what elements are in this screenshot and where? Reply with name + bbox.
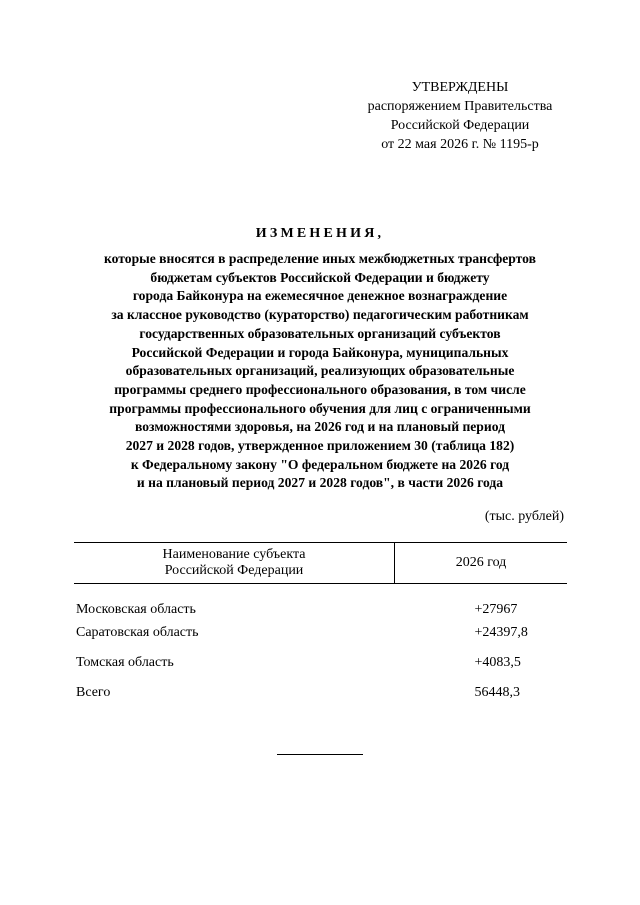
approval-block [330, 78, 590, 154]
row-subject-name: Московская область [76, 602, 196, 617]
column-header-year: 2026 год [395, 543, 568, 584]
row-subject-name: Саратовская область [76, 625, 199, 640]
row-amount: +24397,8 [474, 625, 528, 640]
column-header-subject [74, 543, 395, 584]
subtitle-line: возможностями здоровья, на 2026 год и на плановый период [135, 419, 505, 435]
subtitle-line: государственных образовательных организаций субъектов [139, 325, 501, 341]
subtitle-line: города Байконура на ежемесячное денежное вознаграждение [132, 288, 508, 304]
column-header-subject-line2: Российской Федерации [164, 563, 304, 578]
subtitle-line: 2027 и 2028 годов, утвержденное приложением 30 (таблица 182) [125, 438, 515, 454]
table-row [74, 648, 567, 678]
subtitle-line: которые вносятся в распределение иных межбюджетных трансфертов [104, 251, 536, 266]
closing-divider [277, 754, 363, 755]
units-label: (тыс. рублей) [484, 509, 564, 524]
subtitle-line: бюджетам субъектов Российской Федерации и бюджету [150, 269, 490, 285]
subtitle-line: и на плановый период 2027 и 2028 годов", в части 2026 года [136, 475, 504, 491]
row-total-amount: 56448,3 [474, 685, 520, 700]
row-amount: +27967 [474, 602, 518, 617]
document-title: ИЗМЕНЕНИЯ, [255, 226, 385, 241]
row-total-label: Всего [76, 685, 111, 700]
approval-line-government: Российской Федерации [390, 118, 530, 133]
subtitle-line: Российской Федерации и города Байконура, муниципальных [131, 344, 509, 360]
subtitle-line: за классное руководство (кураторство) педагогическим работникам [111, 307, 529, 323]
row-subject-name: Томская область [76, 655, 174, 670]
table-header-row [74, 543, 567, 584]
table-row [74, 618, 567, 648]
approval-line-date-number: от 22 мая 2026 г. № 1195-р [381, 137, 539, 152]
allocation-table [74, 542, 567, 708]
approval-line-order: распоряжением Правительства [367, 99, 553, 114]
approval-heading: УТВЕРЖДЕНЫ [411, 80, 509, 95]
column-header-subject-line1: Наименование субъекта [162, 547, 306, 562]
subtitle-line: образовательных организаций, реализующих образовательные [125, 363, 515, 379]
subtitle-line: к Федеральному закону "О федеральном бюджете на 2026 год [130, 456, 510, 472]
table-row-total [74, 678, 567, 708]
table-row [74, 584, 567, 619]
subtitle-line: программы профессионального обучения для лиц с ограниченными [109, 400, 531, 416]
row-amount: +4083,5 [474, 655, 521, 670]
subtitle-line: программы среднего профессионального образования, в том числе [114, 381, 526, 397]
document-subtitle [60, 250, 580, 493]
